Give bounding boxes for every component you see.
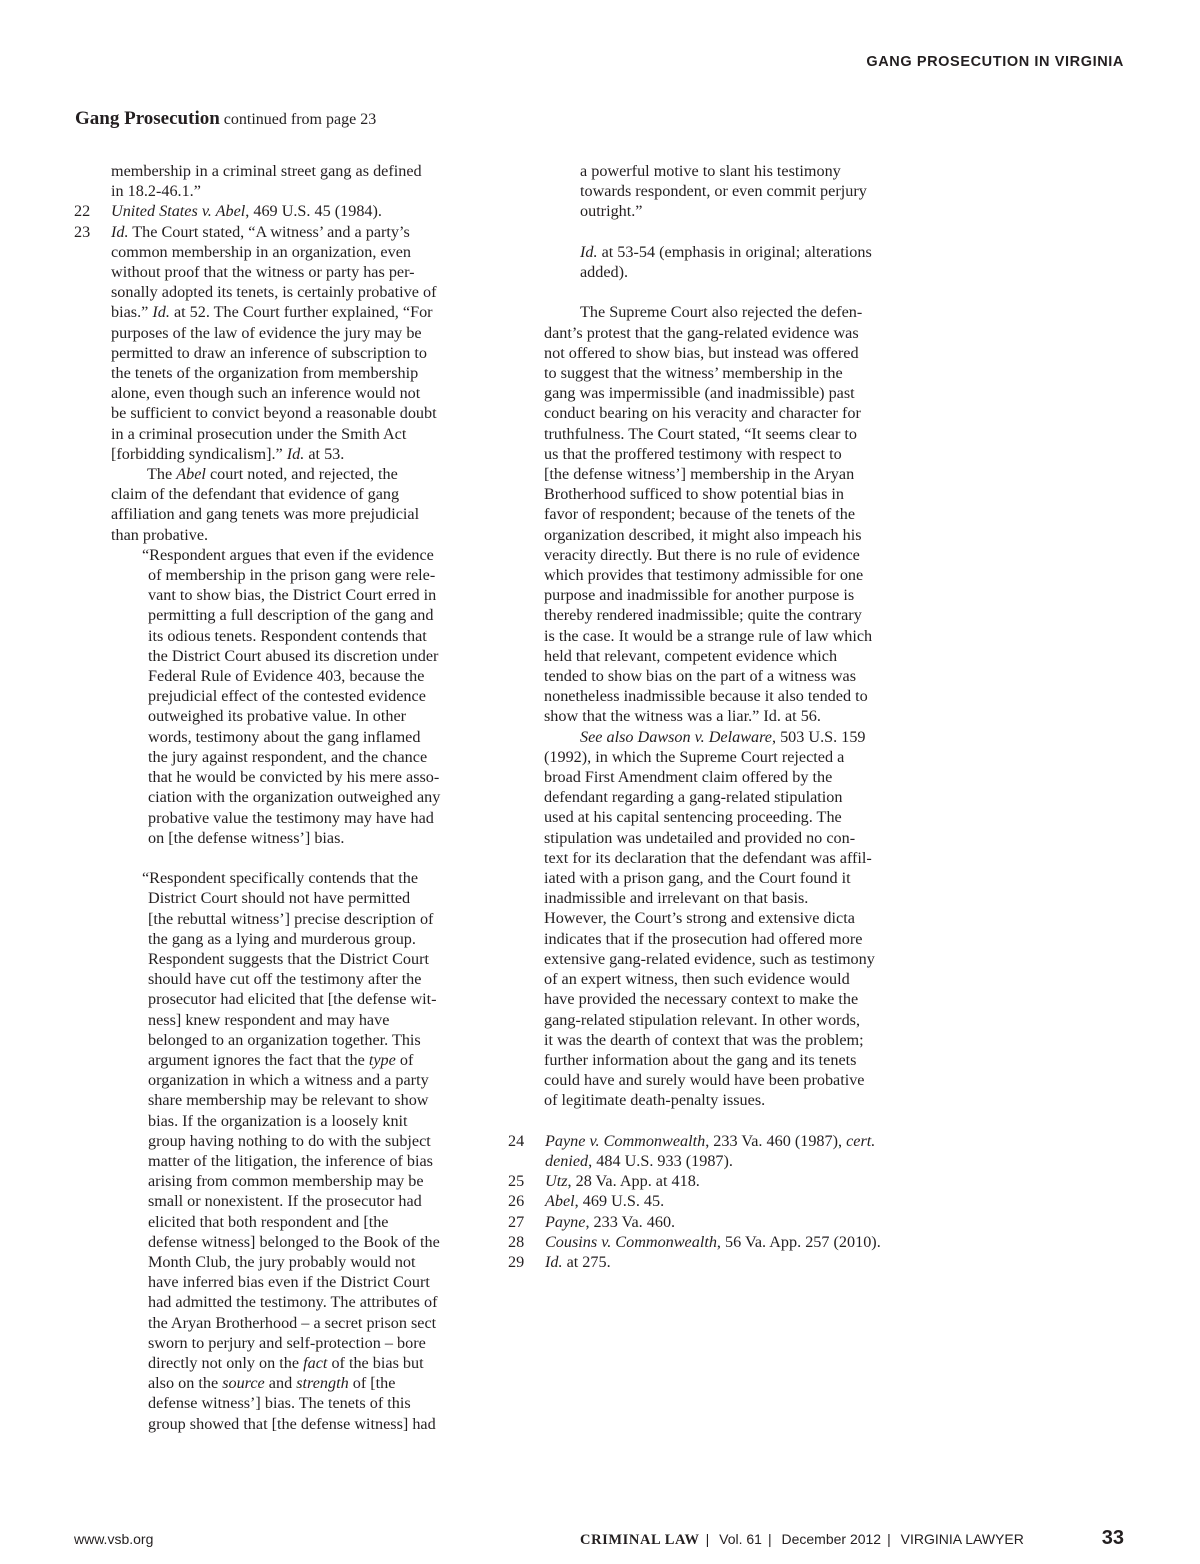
footnote-25 <box>508 1171 928 1191</box>
text-line: the tenets of the organization from membership <box>111 364 419 383</box>
paragraph-line: us that the proffered testimony with respect to <box>544 444 842 463</box>
footer-separator: | <box>705 1531 710 1547</box>
block-quote-line: vant to show bias, the District Court erred in <box>148 586 437 605</box>
text-span: and <box>264 1374 297 1393</box>
paragraph-line: broad First Amendment claim offered by the <box>544 768 833 787</box>
paragraph-line: inadmissible and irrelevant on that basis. <box>544 889 809 908</box>
footer-section: CRIMINAL LAW <box>580 1532 700 1548</box>
block-quote-line: elicited that both respondent and [the <box>148 1212 389 1231</box>
text-span: of the bias but <box>327 1353 424 1372</box>
block-quote-line: probative value the testimony may have had <box>148 808 434 827</box>
block-quote-line <box>74 1373 494 1393</box>
paragraph-line: thereby rendered inadmissible; quite the contrary <box>544 606 862 625</box>
footnote-number: 29 <box>508 1252 525 1271</box>
block-quote-line: small or nonexistent. If the prosecutor had <box>148 1192 422 1211</box>
continued-note: continued from page 23 <box>223 111 377 128</box>
text-line: in a criminal prosecution under the Smith Act <box>111 424 407 443</box>
block-quote-line: the Aryan Brotherhood – a secret prison sect <box>148 1313 437 1332</box>
text-span: at 52. The Court further explained, “For <box>169 303 433 322</box>
text-line: affiliation and gang tenets was more prejudicial <box>111 505 420 524</box>
paragraph-line: favor of respondent; because of the tenets of the <box>544 505 856 524</box>
footnote-27 <box>508 1212 928 1232</box>
footnote-number: 28 <box>508 1232 525 1251</box>
block-quote-line: group having nothing to do with the subject <box>148 1131 431 1150</box>
block-quote-line: added). <box>580 263 629 281</box>
id-cite: Id. <box>111 222 129 241</box>
block-quote-line: permitting a full description of the gang and <box>148 606 434 625</box>
block-quote-line: of membership in the prison gang were rele- <box>148 566 436 585</box>
paragraph-line: iated with a prison gang, and the Court found it <box>544 869 851 888</box>
footnote-number: 23 <box>74 222 91 241</box>
footnote-number: 25 <box>508 1172 525 1191</box>
block-quote-line: share membership may be relevant to show <box>148 1091 429 1110</box>
block-quote-line: arising from common membership may be <box>148 1172 424 1191</box>
emphasis: strength <box>296 1374 349 1393</box>
block-quote-line <box>508 242 928 262</box>
block-quote-line: “Respondent specifically contends that the <box>142 869 419 888</box>
footnote-24 <box>508 1131 928 1151</box>
left-column <box>74 161 494 1434</box>
case-name: Utz <box>545 1172 568 1191</box>
paragraph-line: gang was impermissible (and inadmissible) past <box>544 384 855 403</box>
text-span: bias.” <box>111 303 153 322</box>
emphasis: source <box>222 1374 265 1393</box>
block-quote-line: its odious tenets. Respondent contends that <box>148 626 427 645</box>
block-quote-line: prosecutor had elicited that [the defense wit- <box>148 990 437 1009</box>
paragraph-line: is the case. It would be a strange rule of law which <box>544 626 873 645</box>
footnote-text: The Court stated, “A witness’ and a party’s <box>128 222 410 241</box>
block-quote-line: a powerful motive to slant his testimony <box>580 162 841 180</box>
paragraph-line: purpose and inadmissible for another purpose is <box>544 586 855 605</box>
footnote-number: 24 <box>508 1131 525 1150</box>
footer-separator: | <box>767 1531 772 1547</box>
paragraph-line: could have and surely would have been probative <box>544 1071 865 1090</box>
citation: at 275. <box>562 1252 611 1271</box>
paragraph-line: truthfulness. The Court stated, “It seems clear to <box>544 424 858 443</box>
text-line: in 18.2-46.1.” <box>111 182 201 201</box>
paragraph-line: held that relevant, competent evidence which <box>544 646 838 665</box>
paragraph-line: gang-related stipulation relevant. In other words, <box>544 1010 861 1029</box>
text-line: membership in a criminal street gang as defined <box>111 162 422 180</box>
footnote-29 <box>508 1252 928 1272</box>
paragraph-line: The Supreme Court also rejected the defen- <box>580 303 863 322</box>
block-quote-line: “Respondent argues that even if the evidence <box>142 545 434 564</box>
paragraph-line: to suggest that the witness’ membership in the <box>544 364 843 382</box>
id-cite: Id. <box>545 1252 563 1271</box>
website-link[interactable]: www.vsb.org <box>74 1531 154 1547</box>
paragraph-line: stipulation was undetailed and provided no con- <box>544 828 856 847</box>
case-name: Payne v. Commonwealth <box>545 1131 706 1150</box>
text-line: alone, even though such an inference would not <box>111 384 421 403</box>
block-quote-line: outweighed its probative value. In other <box>148 707 407 726</box>
text-line: be sufficient to convict beyond a reasonable doubt <box>111 404 437 423</box>
block-quote-line: sworn to perjury and self-protection – bore <box>148 1333 426 1352</box>
footer-date: December 2012 <box>781 1531 882 1547</box>
citation: , 233 Va. 460. <box>585 1212 676 1231</box>
paragraph-line: tended to show bias on the part of a witness was <box>544 667 856 686</box>
paragraph-line: Brotherhood sufficed to show potential bias in <box>544 485 845 504</box>
text-span: of <box>395 1050 414 1069</box>
paragraph-line: nonetheless inadmissible because it also tended to <box>544 687 868 706</box>
text-span: court noted, and rejected, the <box>205 465 398 484</box>
text-line: common membership in an organization, even <box>111 242 411 261</box>
paragraph-line: [the defense witness’] membership in the Aryan <box>544 465 855 484</box>
block-quote-line <box>74 1353 494 1373</box>
footnote-number: 26 <box>508 1192 525 1211</box>
paragraph-line: used at his capital sentencing proceeding. The <box>544 808 842 827</box>
footer-volume: Vol. 61 <box>719 1531 762 1547</box>
case-name: Abel <box>176 465 206 484</box>
citation: , 28 Va. App. at 418. <box>567 1172 700 1191</box>
text-span: directly not only on the <box>148 1353 304 1372</box>
text-line <box>74 302 494 322</box>
text-span: of [the <box>348 1374 396 1393</box>
footnote-28 <box>508 1232 928 1252</box>
paragraph-line: of legitimate death-penalty issues. <box>544 1091 766 1110</box>
block-quote-line: had admitted the testimony. The attributes of <box>148 1293 438 1312</box>
paragraph-line: However, the Court’s strong and extensive dicta <box>544 909 855 928</box>
text-span: also on the <box>148 1374 223 1393</box>
block-quote-line: ness] knew respondent and may have <box>148 1010 390 1029</box>
footer-magazine: VIRGINIA LAWYER <box>900 1531 1024 1547</box>
block-quote-line: organization in which a witness and a party <box>148 1071 429 1090</box>
block-quote-line: [the rebuttal witness’] precise description of <box>148 909 434 928</box>
text-line: sonally adopted its tenets, is certainly probative of <box>111 283 437 302</box>
block-quote-line: Respondent suggests that the District Court <box>148 949 430 968</box>
block-quote-line: ciation with the organization outweighed any <box>148 788 441 807</box>
paragraph-line: further information about the gang and its tenets <box>544 1050 857 1069</box>
block-quote-line: defense witness’] bias. The tenets of this <box>148 1394 411 1413</box>
id-cite: Id. <box>580 242 598 261</box>
block-quote-line: prejudicial effect of the contested evidence <box>148 687 426 706</box>
citation: , 233 Va. 460 (1987), <box>705 1131 847 1150</box>
case-name: Payne <box>545 1212 586 1231</box>
block-quote-line: bias. If the organization is a loosely knit <box>148 1111 408 1130</box>
block-quote-line: defense witness] belonged to the Book of the <box>148 1232 440 1251</box>
text-span: at 53. <box>304 444 345 463</box>
block-quote-line: Month Club, the jury probably would not <box>148 1252 416 1271</box>
block-quote-line: the District Court abused its discretion under <box>148 646 439 665</box>
paragraph-line: defendant regarding a gang-related stipulation <box>544 788 843 807</box>
running-header: GANG PROSECUTION IN VIRGINIA <box>866 54 1124 70</box>
footnote-22 <box>74 201 494 221</box>
text-line: permitted to draw an inference of subscription to <box>111 343 428 362</box>
text-line: purposes of the law of evidence the jury may be <box>111 323 422 342</box>
paragraph-line: it was the dearth of context that was the problem; <box>544 1030 864 1049</box>
paragraph-line: (1992), in which the Supreme Court rejected a <box>544 747 845 766</box>
text-line <box>74 464 494 484</box>
citation: , 469 U.S. 45. <box>574 1192 665 1211</box>
block-quote-line: should have cut off the testimony after the <box>148 970 422 989</box>
block-quote-line: matter of the litigation, the inference of bias <box>148 1151 433 1170</box>
paragraph-line: not offered to show bias, but instead was offered <box>544 343 859 362</box>
text-line: than probative. <box>111 525 209 544</box>
block-quote-line: belonged to an organization together. This <box>148 1030 421 1049</box>
footnote-number: 22 <box>74 202 91 221</box>
text-span: at 53-54 (emphasis in original; alterations <box>597 242 872 261</box>
paragraph-line: veracity directly. But there is no rule of evidence <box>544 545 860 564</box>
continued-title: Gang Prosecution <box>75 108 220 129</box>
text-span: [forbidding syndicalism].” <box>111 444 287 463</box>
case-name: See also Dawson v. Delaware <box>580 727 772 746</box>
paragraph-line: conduct bearing on his veracity and character for <box>544 404 861 423</box>
block-quote-line: outright.” <box>580 202 643 221</box>
paragraph-line <box>508 727 928 747</box>
block-quote-line: Federal Rule of Evidence 403, because the <box>148 667 425 686</box>
case-name: Abel <box>545 1192 575 1211</box>
text-span: argument ignores the fact that the <box>148 1050 369 1069</box>
footnote-26 <box>508 1191 928 1211</box>
text-line: without proof that the witness or party has per- <box>111 263 415 282</box>
footer-separator: | <box>887 1531 891 1547</box>
footer-info <box>580 1531 1024 1549</box>
paragraph-line: show that the witness was a liar.” Id. at 56. <box>544 707 821 726</box>
case-name: United States v. Abel <box>111 202 246 221</box>
block-quote-line: towards respondent, or even commit perjury <box>580 182 867 201</box>
page-number: 33 <box>1101 1527 1124 1549</box>
block-quote-line: words, testimony about the gang inflamed <box>148 727 421 746</box>
text-span: The <box>147 465 177 484</box>
emphasis: fact <box>303 1353 328 1372</box>
paragraph-line: organization described, it might also impeach his <box>544 525 862 544</box>
block-quote-line <box>74 1050 494 1070</box>
block-quote-line: have inferred bias even if the District Court <box>148 1273 430 1292</box>
case-name: Cousins v. Commonwealth <box>545 1232 717 1251</box>
footnote-line <box>508 1151 928 1171</box>
emphasis: type <box>368 1050 396 1069</box>
paragraph-line: which provides that testimony admissible for one <box>544 566 864 585</box>
block-quote-line: District Court should not have permitted <box>148 889 411 908</box>
paragraph-line: of an expert witness, then such evidence would <box>544 970 850 989</box>
paragraph-line: indicates that if the prosecution had offered more <box>544 929 863 948</box>
block-quote-line: the gang as a lying and murderous group. <box>148 929 416 948</box>
paragraph-line: extensive gang-related evidence, such as testimony <box>544 949 875 968</box>
block-quote-line: that he would be convicted by his mere asso- <box>148 768 440 787</box>
citation: , 56 Va. App. 257 (2010). <box>716 1232 881 1251</box>
paragraph-line: dant’s protest that the gang-related evidence was <box>544 323 859 342</box>
paragraph-line: have provided the necessary context to make the <box>544 990 859 1009</box>
cert-label: cert. <box>846 1131 876 1150</box>
footnote-number: 27 <box>508 1212 525 1231</box>
block-quote-line: on [the defense witness’] bias. <box>148 828 345 847</box>
citation: , 503 U.S. 159 <box>771 727 866 746</box>
footnote-23 <box>74 222 494 242</box>
text-line <box>74 444 494 464</box>
right-column <box>508 161 928 1272</box>
denied-label: denied <box>545 1151 589 1170</box>
block-quote-line: the jury against respondent, and the chance <box>148 747 428 766</box>
citation: , 484 U.S. 933 (1987). <box>588 1151 733 1170</box>
block-quote-line: group showed that [the defense witness] had <box>148 1414 436 1433</box>
id-cite: Id. <box>152 303 170 322</box>
citation: , 469 U.S. 45 (1984). <box>245 202 382 221</box>
text-line: claim of the defendant that evidence of gang <box>111 485 400 504</box>
id-cite: Id. <box>286 444 305 463</box>
paragraph-line: text for its declaration that the defendant was affil- <box>544 848 872 867</box>
continued-heading <box>75 108 376 130</box>
